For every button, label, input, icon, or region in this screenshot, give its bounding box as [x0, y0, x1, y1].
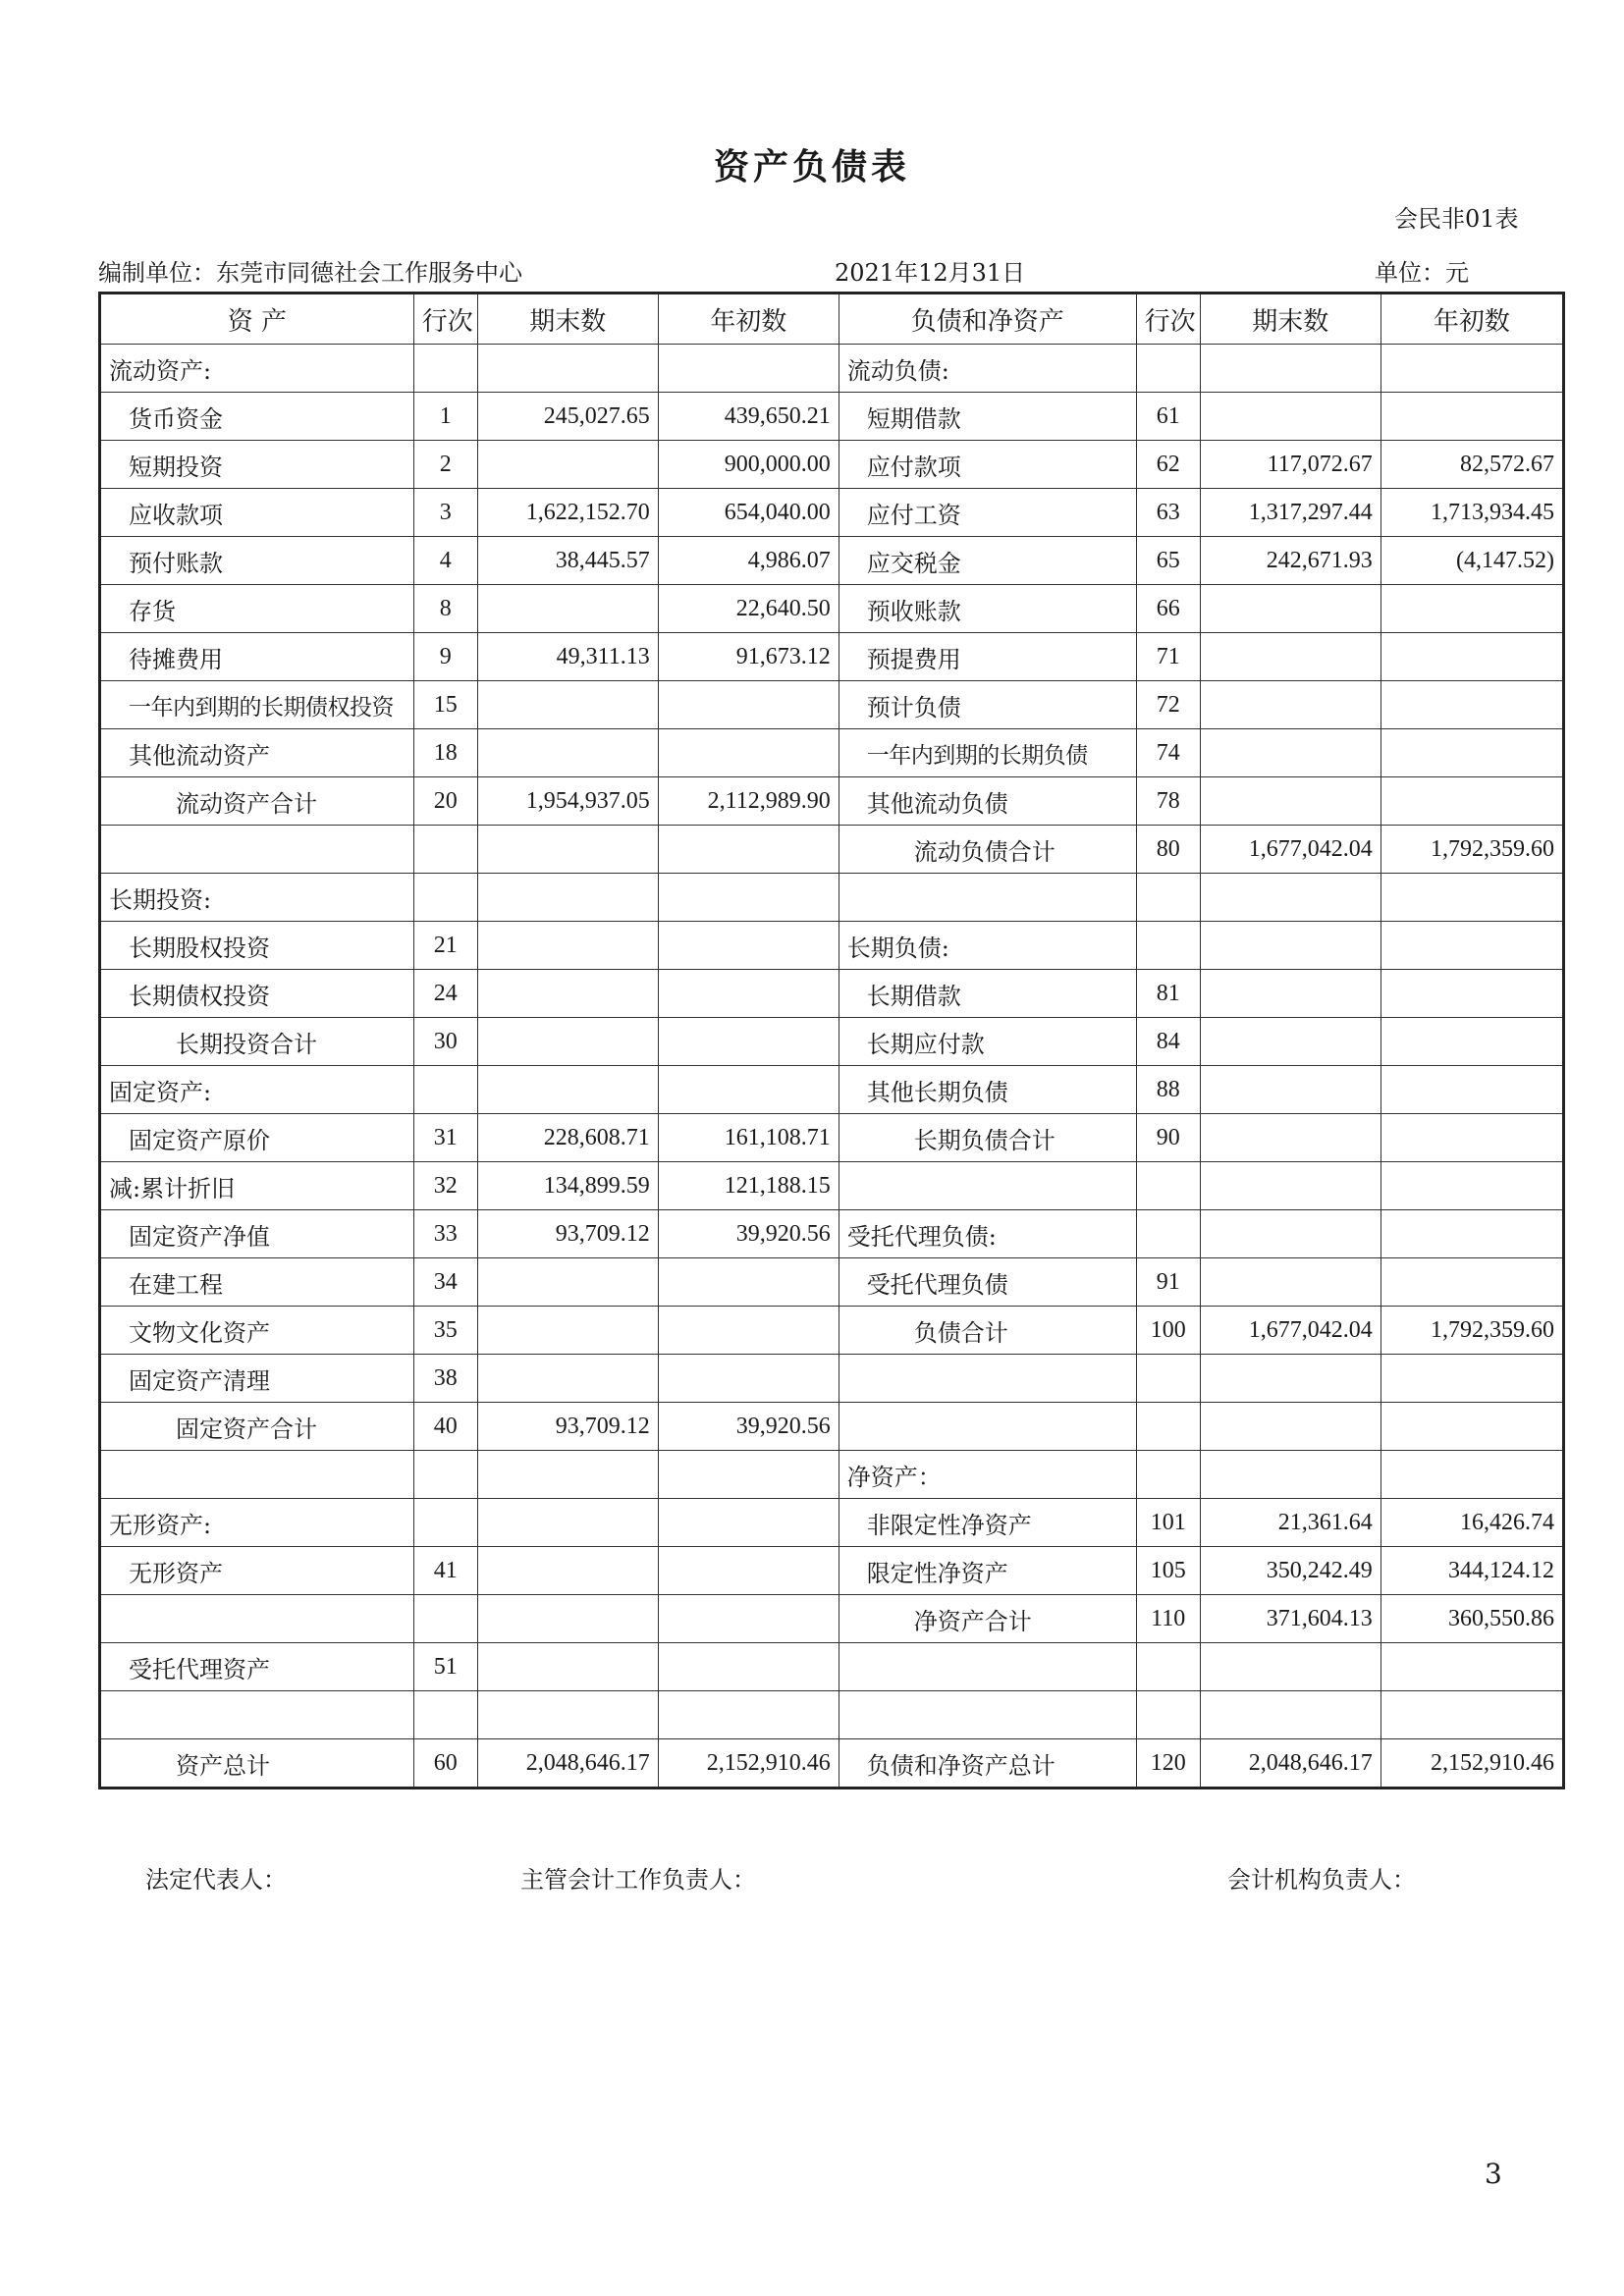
asset-row-no-cell: 8: [413, 585, 477, 633]
asset-label-cell: 短期投资: [100, 441, 414, 489]
asset-row-no-cell: 51: [413, 1643, 477, 1691]
asset-begin-balance-cell: [658, 874, 839, 922]
asset-label-cell: 固定资产净值: [100, 1210, 414, 1258]
liability-row-no-cell: 110: [1136, 1595, 1200, 1643]
liability-label-cell: 预提费用: [839, 633, 1136, 681]
asset-begin-balance-cell: [658, 1499, 839, 1547]
asset-begin-balance-cell: 161,108.71: [658, 1114, 839, 1162]
asset-end-balance-cell: [477, 1258, 658, 1307]
asset-begin-balance-cell: [658, 1307, 839, 1355]
reporting-entity: 编制单位：东莞市同德社会工作服务中心: [98, 259, 522, 287]
asset-label-cell: [100, 826, 414, 874]
asset-begin-balance-cell: 654,040.00: [658, 489, 839, 537]
table-row: [100, 826, 1564, 874]
asset-label-cell: 预付账款: [100, 537, 414, 585]
liability-row-no-cell: [1136, 922, 1200, 970]
liability-row-no-cell: 105: [1136, 1547, 1200, 1595]
header-end-balance: 期末数: [1200, 294, 1380, 345]
asset-begin-balance-cell: [658, 1066, 839, 1114]
table-row: [100, 1451, 1564, 1499]
table-row: [100, 1018, 1564, 1066]
asset-label-cell: 在建工程: [100, 1258, 414, 1307]
asset-label-cell: 长期投资:: [100, 874, 414, 922]
table-row: [100, 729, 1564, 777]
liability-begin-balance-cell: [1380, 874, 1563, 922]
asset-label-cell: 存货: [100, 585, 414, 633]
asset-begin-balance-cell: [658, 922, 839, 970]
liability-label-cell: 预计负债: [839, 681, 1136, 729]
liability-begin-balance-cell: [1380, 1355, 1563, 1403]
liability-end-balance-cell: [1200, 1403, 1380, 1451]
asset-end-balance-cell: [477, 681, 658, 729]
asset-end-balance-cell: [477, 1018, 658, 1066]
asset-label-cell: 其他流动资产: [100, 729, 414, 777]
liability-row-no-cell: 101: [1136, 1499, 1200, 1547]
asset-row-no-cell: [413, 1595, 477, 1643]
liability-row-no-cell: 84: [1136, 1018, 1200, 1066]
table-row: [100, 1547, 1564, 1595]
liability-label-cell: 其他长期负债: [839, 1066, 1136, 1114]
asset-label-cell: 固定资产清理: [100, 1355, 414, 1403]
asset-label-cell: [100, 1595, 414, 1643]
asset-end-balance-cell: 93,709.12: [477, 1210, 658, 1258]
liability-end-balance-cell: [1200, 393, 1380, 441]
table-row: [100, 922, 1564, 970]
asset-end-balance-cell: 38,445.57: [477, 537, 658, 585]
page-number: 3: [1485, 2158, 1502, 2190]
liability-row-no-cell: 66: [1136, 585, 1200, 633]
liability-label-cell: 长期负债合计: [839, 1114, 1136, 1162]
balance-sheet-table: [98, 292, 1565, 1789]
liability-row-no-cell: 61: [1136, 393, 1200, 441]
table-row: [100, 585, 1564, 633]
asset-end-balance-cell: [477, 1547, 658, 1595]
asset-row-no-cell: 32: [413, 1162, 477, 1210]
liability-end-balance-cell: 242,671.93: [1200, 537, 1380, 585]
table-row: [100, 489, 1564, 537]
table-row: [100, 1739, 1564, 1789]
asset-begin-balance-cell: [658, 970, 839, 1018]
asset-row-no-cell: 24: [413, 970, 477, 1018]
asset-label-cell: 固定资产合计: [100, 1403, 414, 1451]
asset-row-no-cell: 41: [413, 1547, 477, 1595]
asset-label-cell: [100, 1691, 414, 1739]
asset-label-cell: 长期股权投资: [100, 922, 414, 970]
asset-row-no-cell: 21: [413, 922, 477, 970]
liability-begin-balance-cell: [1380, 345, 1563, 393]
asset-label-cell: 待摊费用: [100, 633, 414, 681]
liability-label-cell: 非限定性净资产: [839, 1499, 1136, 1547]
asset-end-balance-cell: [477, 441, 658, 489]
liability-end-balance-cell: [1200, 970, 1380, 1018]
liability-row-no-cell: 88: [1136, 1066, 1200, 1114]
liability-row-no-cell: 80: [1136, 826, 1200, 874]
table-row: [100, 681, 1564, 729]
liability-row-no-cell: 100: [1136, 1307, 1200, 1355]
asset-begin-balance-cell: 2,152,910.46: [658, 1739, 839, 1789]
header-begin-balance: 年初数: [1380, 294, 1563, 345]
asset-label-cell: 固定资产原价: [100, 1114, 414, 1162]
liability-row-no-cell: 81: [1136, 970, 1200, 1018]
liability-label-cell: [839, 874, 1136, 922]
asset-label-cell: 一年内到期的长期债权投资: [100, 681, 414, 729]
liability-begin-balance-cell: 1,713,934.45: [1380, 489, 1563, 537]
asset-begin-balance-cell: 22,640.50: [658, 585, 839, 633]
liability-row-no-cell: [1136, 1451, 1200, 1499]
liability-label-cell: 应付工资: [839, 489, 1136, 537]
asset-end-balance-cell: [477, 922, 658, 970]
liability-label-cell: 受托代理负债: [839, 1258, 1136, 1307]
header-assets: 资 产: [100, 294, 414, 345]
asset-end-balance-cell: 1,954,937.05: [477, 777, 658, 826]
table-row: [100, 345, 1564, 393]
asset-row-no-cell: 2: [413, 441, 477, 489]
liability-end-balance-cell: 350,242.49: [1200, 1547, 1380, 1595]
liability-begin-balance-cell: [1380, 1114, 1563, 1162]
liability-begin-balance-cell: (4,147.52): [1380, 537, 1563, 585]
asset-label-cell: 固定资产:: [100, 1066, 414, 1114]
asset-begin-balance-cell: 91,673.12: [658, 633, 839, 681]
liability-begin-balance-cell: 16,426.74: [1380, 1499, 1563, 1547]
liability-begin-balance-cell: [1380, 681, 1563, 729]
table-row: [100, 1258, 1564, 1307]
liability-begin-balance-cell: 82,572.67: [1380, 441, 1563, 489]
table-row: [100, 1066, 1564, 1114]
table-row: [100, 1643, 1564, 1691]
asset-row-no-cell: [413, 826, 477, 874]
asset-end-balance-cell: [477, 1451, 658, 1499]
liability-begin-balance-cell: [1380, 633, 1563, 681]
liability-begin-balance-cell: [1380, 1451, 1563, 1499]
asset-label-cell: 文物文化资产: [100, 1307, 414, 1355]
liability-row-no-cell: [1136, 1643, 1200, 1691]
asset-end-balance-cell: [477, 1643, 658, 1691]
asset-row-no-cell: 40: [413, 1403, 477, 1451]
liability-end-balance-cell: 371,604.13: [1200, 1595, 1380, 1643]
liability-end-balance-cell: [1200, 1643, 1380, 1691]
table-row: [100, 393, 1564, 441]
asset-begin-balance-cell: [658, 1691, 839, 1739]
header-end-balance: 期末数: [477, 294, 658, 345]
liability-label-cell: [839, 1691, 1136, 1739]
liability-label-cell: 流动负债:: [839, 345, 1136, 393]
asset-label-cell: 减:累计折旧: [100, 1162, 414, 1210]
liability-begin-balance-cell: 1,792,359.60: [1380, 1307, 1563, 1355]
asset-row-no-cell: 34: [413, 1258, 477, 1307]
liability-end-balance-cell: [1200, 1451, 1380, 1499]
liability-begin-balance-cell: [1380, 970, 1563, 1018]
liability-end-balance-cell: [1200, 1018, 1380, 1066]
liability-row-no-cell: [1136, 1403, 1200, 1451]
liability-row-no-cell: 63: [1136, 489, 1200, 537]
liability-end-balance-cell: 117,072.67: [1200, 441, 1380, 489]
liability-end-balance-cell: [1200, 1691, 1380, 1739]
liability-end-balance-cell: 1,317,297.44: [1200, 489, 1380, 537]
liability-begin-balance-cell: [1380, 1403, 1563, 1451]
asset-end-balance-cell: 93,709.12: [477, 1403, 658, 1451]
liability-row-no-cell: 78: [1136, 777, 1200, 826]
table-row: [100, 1595, 1564, 1643]
asset-begin-balance-cell: 121,188.15: [658, 1162, 839, 1210]
liability-row-no-cell: 62: [1136, 441, 1200, 489]
liability-begin-balance-cell: [1380, 585, 1563, 633]
liability-label-cell: 应付款项: [839, 441, 1136, 489]
asset-label-cell: 无形资产:: [100, 1499, 414, 1547]
liability-begin-balance-cell: 1,792,359.60: [1380, 826, 1563, 874]
liability-end-balance-cell: 21,361.64: [1200, 1499, 1380, 1547]
liability-begin-balance-cell: [1380, 1643, 1563, 1691]
asset-label-cell: 流动资产合计: [100, 777, 414, 826]
table-row: [100, 874, 1564, 922]
liability-end-balance-cell: [1200, 345, 1380, 393]
asset-end-balance-cell: [477, 1595, 658, 1643]
liability-begin-balance-cell: [1380, 1066, 1563, 1114]
liability-row-no-cell: [1136, 1210, 1200, 1258]
table-row: [100, 441, 1564, 489]
table-row: [100, 1403, 1564, 1451]
asset-row-no-cell: [413, 874, 477, 922]
liability-end-balance-cell: [1200, 874, 1380, 922]
liability-label-cell: [839, 1162, 1136, 1210]
liability-label-cell: 负债合计: [839, 1307, 1136, 1355]
asset-end-balance-cell: 245,027.65: [477, 393, 658, 441]
header-liabilities-net-assets: 负债和净资产: [839, 294, 1136, 345]
asset-end-balance-cell: 49,311.13: [477, 633, 658, 681]
header-begin-balance: 年初数: [658, 294, 839, 345]
asset-begin-balance-cell: [658, 826, 839, 874]
liability-label-cell: 长期应付款: [839, 1018, 1136, 1066]
asset-row-no-cell: 30: [413, 1018, 477, 1066]
liability-row-no-cell: 91: [1136, 1258, 1200, 1307]
liability-label-cell: 一年内到期的长期负债: [839, 729, 1136, 777]
asset-row-no-cell: [413, 1451, 477, 1499]
liability-label-cell: 短期借款: [839, 393, 1136, 441]
liability-label-cell: 负债和净资产总计: [839, 1739, 1136, 1789]
asset-row-no-cell: 60: [413, 1739, 477, 1789]
asset-label-cell: 长期投资合计: [100, 1018, 414, 1066]
liability-begin-balance-cell: [1380, 1162, 1563, 1210]
form-code: 会民非01表: [1394, 205, 1519, 233]
table-row: [100, 1307, 1564, 1355]
table-header-row: [100, 294, 1564, 345]
liability-label-cell: 长期借款: [839, 970, 1136, 1018]
liability-end-balance-cell: [1200, 1114, 1380, 1162]
liability-row-no-cell: [1136, 1162, 1200, 1210]
asset-label-cell: 无形资产: [100, 1547, 414, 1595]
asset-row-no-cell: 20: [413, 777, 477, 826]
liability-begin-balance-cell: [1380, 1258, 1563, 1307]
liability-begin-balance-cell: [1380, 729, 1563, 777]
liability-row-no-cell: [1136, 1691, 1200, 1739]
liability-label-cell: 净资产合计: [839, 1595, 1136, 1643]
currency-unit: 单位：元: [1375, 259, 1469, 287]
liability-label-cell: 其他流动负债: [839, 777, 1136, 826]
liability-end-balance-cell: 1,677,042.04: [1200, 826, 1380, 874]
asset-row-no-cell: [413, 1691, 477, 1739]
asset-begin-balance-cell: [658, 1595, 839, 1643]
asset-begin-balance-cell: 439,650.21: [658, 393, 839, 441]
header-row-no: 行次: [413, 294, 477, 345]
asset-row-no-cell: 35: [413, 1307, 477, 1355]
liability-begin-balance-cell: [1380, 1210, 1563, 1258]
asset-begin-balance-cell: [658, 345, 839, 393]
asset-end-balance-cell: [477, 1355, 658, 1403]
asset-row-no-cell: [413, 1066, 477, 1114]
table-row: [100, 1355, 1564, 1403]
asset-begin-balance-cell: [658, 1355, 839, 1403]
liability-row-no-cell: [1136, 345, 1200, 393]
asset-label-cell: 长期债权投资: [100, 970, 414, 1018]
liability-end-balance-cell: [1200, 1162, 1380, 1210]
asset-end-balance-cell: [477, 345, 658, 393]
liability-end-balance-cell: [1200, 681, 1380, 729]
legal-representative-label: 法定代表人：: [145, 1866, 287, 1894]
asset-end-balance-cell: [477, 1066, 658, 1114]
table-row: [100, 1691, 1564, 1739]
table-row: [100, 1499, 1564, 1547]
asset-label-cell: [100, 1451, 414, 1499]
liability-label-cell: 预收账款: [839, 585, 1136, 633]
liability-label-cell: [839, 1643, 1136, 1691]
liability-begin-balance-cell: [1380, 1018, 1563, 1066]
accounting-head-label: 会计机构负责人：: [1227, 1866, 1416, 1894]
page-title: 资产负债表: [713, 146, 910, 187]
table-row: [100, 1162, 1564, 1210]
asset-end-balance-cell: [477, 970, 658, 1018]
asset-end-balance-cell: [477, 1499, 658, 1547]
header-row-no: 行次: [1136, 294, 1200, 345]
asset-row-no-cell: 38: [413, 1355, 477, 1403]
table-row: [100, 633, 1564, 681]
asset-label-cell: 资产总计: [100, 1739, 414, 1789]
accounting-supervisor-label: 主管会计工作负责人：: [520, 1866, 756, 1894]
liability-label-cell: 限定性净资产: [839, 1547, 1136, 1595]
asset-row-no-cell: 33: [413, 1210, 477, 1258]
asset-begin-balance-cell: 900,000.00: [658, 441, 839, 489]
liability-begin-balance-cell: 344,124.12: [1380, 1547, 1563, 1595]
asset-begin-balance-cell: [658, 681, 839, 729]
liability-label-cell: [839, 1403, 1136, 1451]
asset-row-no-cell: 3: [413, 489, 477, 537]
asset-end-balance-cell: [477, 1691, 658, 1739]
asset-end-balance-cell: 134,899.59: [477, 1162, 658, 1210]
asset-end-balance-cell: [477, 826, 658, 874]
asset-label-cell: 受托代理资产: [100, 1643, 414, 1691]
liability-begin-balance-cell: 2,152,910.46: [1380, 1739, 1563, 1789]
liability-label-cell: 长期负债:: [839, 922, 1136, 970]
asset-end-balance-cell: [477, 729, 658, 777]
liability-label-cell: 流动负债合计: [839, 826, 1136, 874]
asset-end-balance-cell: [477, 874, 658, 922]
report-date: 2021年12月31日: [835, 259, 1026, 287]
liability-row-no-cell: [1136, 1355, 1200, 1403]
asset-begin-balance-cell: [658, 729, 839, 777]
asset-label-cell: 流动资产:: [100, 345, 414, 393]
asset-begin-balance-cell: [658, 1451, 839, 1499]
asset-end-balance-cell: [477, 585, 658, 633]
liability-label-cell: [839, 1355, 1136, 1403]
table-row: [100, 970, 1564, 1018]
asset-begin-balance-cell: [658, 1018, 839, 1066]
asset-end-balance-cell: 228,608.71: [477, 1114, 658, 1162]
liability-row-no-cell: 72: [1136, 681, 1200, 729]
liability-end-balance-cell: [1200, 922, 1380, 970]
asset-begin-balance-cell: 4,986.07: [658, 537, 839, 585]
liability-row-no-cell: [1136, 874, 1200, 922]
liability-begin-balance-cell: 360,550.86: [1380, 1595, 1563, 1643]
asset-end-balance-cell: 2,048,646.17: [477, 1739, 658, 1789]
liability-begin-balance-cell: [1380, 777, 1563, 826]
asset-begin-balance-cell: 2,112,989.90: [658, 777, 839, 826]
liability-label-cell: 受托代理负债:: [839, 1210, 1136, 1258]
asset-row-no-cell: [413, 345, 477, 393]
asset-row-no-cell: 4: [413, 537, 477, 585]
liability-row-no-cell: 90: [1136, 1114, 1200, 1162]
liability-begin-balance-cell: [1380, 922, 1563, 970]
asset-end-balance-cell: [477, 1307, 658, 1355]
liability-end-balance-cell: [1200, 1258, 1380, 1307]
liability-end-balance-cell: [1200, 729, 1380, 777]
table-row: [100, 777, 1564, 826]
liability-row-no-cell: 65: [1136, 537, 1200, 585]
liability-end-balance-cell: 2,048,646.17: [1200, 1739, 1380, 1789]
asset-row-no-cell: 31: [413, 1114, 477, 1162]
asset-row-no-cell: 18: [413, 729, 477, 777]
liability-label-cell: 净资产：: [839, 1451, 1136, 1499]
asset-row-no-cell: 1: [413, 393, 477, 441]
asset-label-cell: 应收款项: [100, 489, 414, 537]
asset-begin-balance-cell: 39,920.56: [658, 1403, 839, 1451]
asset-label-cell: 货币资金: [100, 393, 414, 441]
asset-row-no-cell: 15: [413, 681, 477, 729]
asset-begin-balance-cell: [658, 1258, 839, 1307]
asset-row-no-cell: 9: [413, 633, 477, 681]
table-row: [100, 537, 1564, 585]
liability-end-balance-cell: [1200, 633, 1380, 681]
asset-begin-balance-cell: [658, 1547, 839, 1595]
liability-end-balance-cell: [1200, 1066, 1380, 1114]
asset-begin-balance-cell: [658, 1643, 839, 1691]
liability-row-no-cell: 71: [1136, 633, 1200, 681]
liability-end-balance-cell: [1200, 585, 1380, 633]
liability-end-balance-cell: [1200, 1210, 1380, 1258]
liability-begin-balance-cell: [1380, 1691, 1563, 1739]
asset-end-balance-cell: 1,622,152.70: [477, 489, 658, 537]
liability-row-no-cell: 120: [1136, 1739, 1200, 1789]
liability-end-balance-cell: [1200, 777, 1380, 826]
liability-row-no-cell: 74: [1136, 729, 1200, 777]
liability-end-balance-cell: 1,677,042.04: [1200, 1307, 1380, 1355]
liability-begin-balance-cell: [1380, 393, 1563, 441]
asset-begin-balance-cell: 39,920.56: [658, 1210, 839, 1258]
table-row: [100, 1114, 1564, 1162]
asset-row-no-cell: [413, 1499, 477, 1547]
liability-end-balance-cell: [1200, 1355, 1380, 1403]
table-row: [100, 1210, 1564, 1258]
liability-label-cell: 应交税金: [839, 537, 1136, 585]
